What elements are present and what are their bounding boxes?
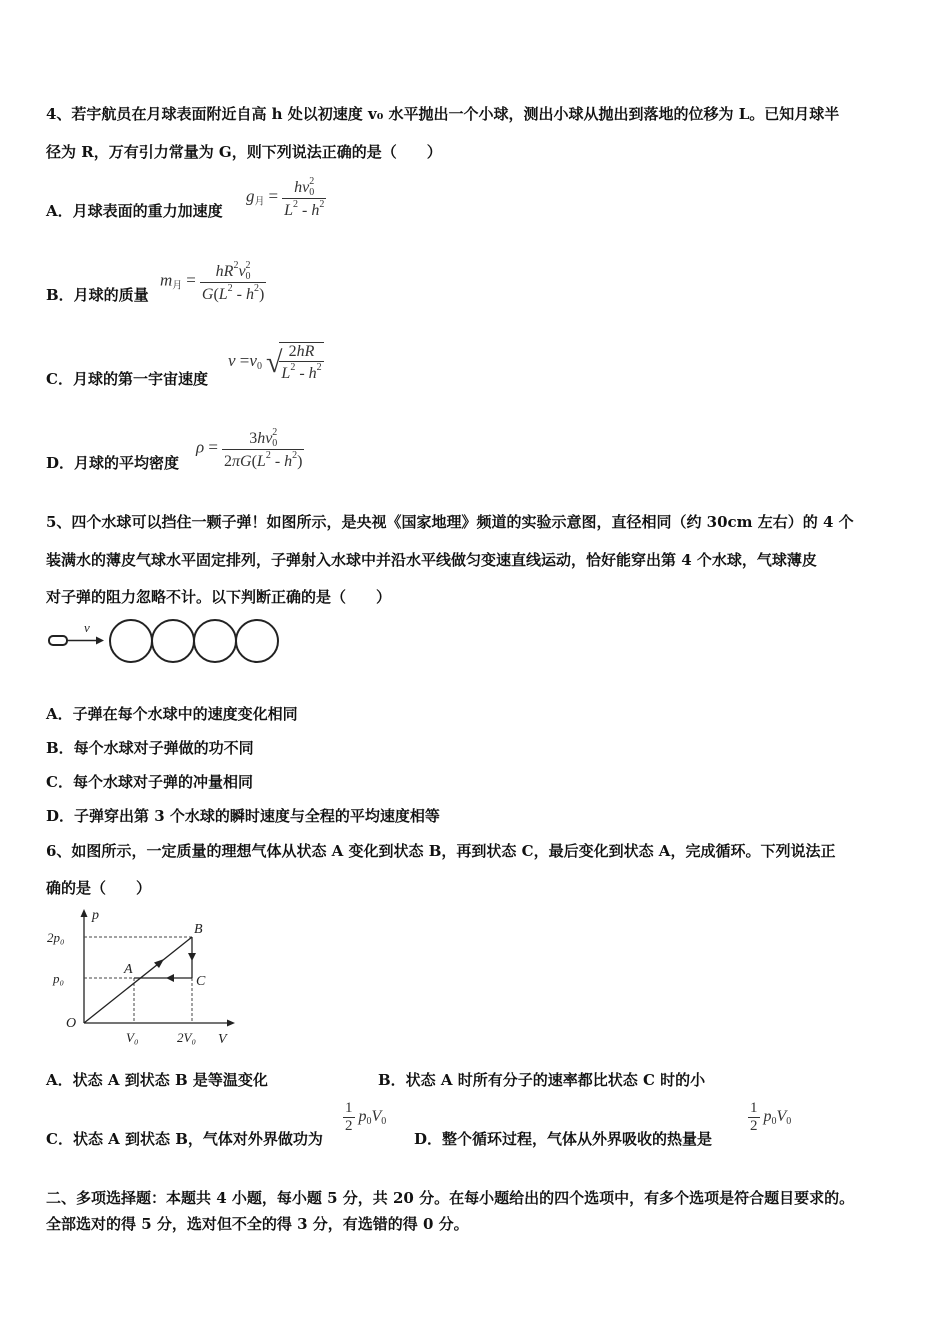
velocity-arrow (67, 637, 104, 645)
q6-formula-c: $\frac{1}{2}$ $p_0V_0$ (345, 1100, 387, 1134)
section2-header-line1: 二、多项选择题：本题共 4 小题，每小题 5 分，共 20 分。在每小题给出的四个选项中，有多个选项是符合题目要求的。 (46, 1189, 855, 1207)
q4-option-c[interactable] (46, 368, 208, 389)
velocity-label: v (84, 620, 90, 635)
q5-stem-line1: 5、四个水球可以挡住一颗子弹！如图所示，是央视《国家地理》频道的实验示意图，直径相同（约 30cm 左右）的 4 个 (46, 513, 854, 531)
q4-option-d-text: D．月球的平均密度 (46, 454, 180, 472)
point-b-label: B (194, 922, 203, 937)
q4-formula-c: $v =v_0$ √ $\frac{2hR}{L^2 - h^2}$ (228, 343, 322, 382)
water-balloon-2 (152, 620, 194, 662)
q4-option-a-text: A．月球表面的重力加速度 (46, 202, 223, 220)
q4-formula-a: $g_月$ = $\frac{hv_0^2}{L^2 - h^2}$ (246, 176, 325, 219)
q4-formula-b: $m_月$ = $\frac{hR^2v_0^2}{G(L^2 - h^2)}$ (160, 260, 265, 303)
water-balloon-4 (236, 620, 278, 662)
q5-option-c[interactable]: C．每个水球对子弹的冲量相同 (46, 773, 253, 791)
q6-option-c[interactable] (46, 1128, 323, 1149)
q5-stem-line2: 装满水的薄皮气球水平固定排列，子弹射入水球中并沿水平线做匀变速直线运动，恰好能穿出第 4 个水球，气球薄皮 (46, 551, 817, 569)
q4-option-b[interactable] (46, 284, 149, 305)
q4-stem-line1: 4、若宇航员在月球表面附近自高 h 处以初速度 v₀ 水平抛出一个小球，测出小球从抛出到落地的位移为 L。已知月球半 (46, 105, 840, 123)
q4-formula-d: ρ = $\frac{3hv_0^2}{2\pi G(L^2 - h^2)}$ (196, 427, 303, 470)
q6-option-d[interactable] (414, 1128, 712, 1149)
q5-option-d[interactable]: D．子弹穿出第 3 个水球的瞬时速度与全程的平均速度相等 (46, 807, 440, 825)
q4-option-a[interactable] (46, 200, 223, 221)
q6-option-b[interactable]: B．状态 A 时所有分子的速率都比状态 C 时的小 (378, 1071, 706, 1089)
bullet-icon (49, 636, 67, 645)
water-balloons-figure (46, 615, 286, 665)
q6-stem-line1: 6、如图所示，一定质量的理想气体从状态 A 变化到状态 B，再到状态 C，最后变化到状态 A，完成循环。下列说法正 (46, 842, 836, 860)
line-a-to-b (84, 937, 192, 1023)
q5-option-b[interactable]: B．每个水球对子弹做的功不同 (46, 739, 254, 757)
p-axis-label: p (92, 908, 99, 923)
tick-2v0: 2V₀ (177, 1030, 196, 1045)
q5-stem-line3: 对子弹的阻力忽略不计。以下判断正确的是（ ） (46, 588, 392, 606)
water-balloon-3 (194, 620, 236, 662)
q6-stem-line2: 确的是（ ） (46, 879, 152, 897)
section2-header-line2: 全部选对的得 5 分，选对但不全的得 3 分，有选错的得 0 分。 (46, 1215, 469, 1233)
q6-option-d-text: D．整个循环过程，气体从外界吸收的热量是 (414, 1130, 713, 1148)
q4-option-d[interactable] (46, 452, 179, 473)
q4-stem-line2: 径为 R，万有引力常量为 G，则下列说法正确的是（ ） (46, 143, 442, 161)
pv-diagram (44, 905, 244, 1053)
q4-option-b-text: B．月球的质量 (46, 286, 149, 304)
tick-2p0: 2p₀ (47, 930, 65, 945)
v-axis-label: V (218, 1032, 227, 1047)
q6-formula-d: $\frac{1}{2}$ $p_0V_0$ (750, 1100, 792, 1134)
tick-p0: p₀ (53, 971, 65, 986)
origin-label: O (66, 1016, 77, 1031)
moon-subscript: 月 (172, 280, 183, 292)
q6-option-c-text: C．状态 A 到状态 B，气体对外界做功为 (46, 1130, 323, 1148)
point-c-label: C (196, 974, 206, 989)
moon-subscript: 月 (254, 196, 265, 208)
q5-option-a[interactable]: A．子弹在每个水球中的速度变化相同 (46, 705, 298, 723)
q4-option-c-text: C．月球的第一宇宙速度 (46, 370, 208, 388)
q6-option-a[interactable]: A．状态 A 到状态 B 是等温变化 (46, 1071, 268, 1089)
point-a-label: A (124, 962, 133, 977)
water-balloon-1 (110, 620, 152, 662)
tick-v0: V₀ (126, 1030, 139, 1045)
